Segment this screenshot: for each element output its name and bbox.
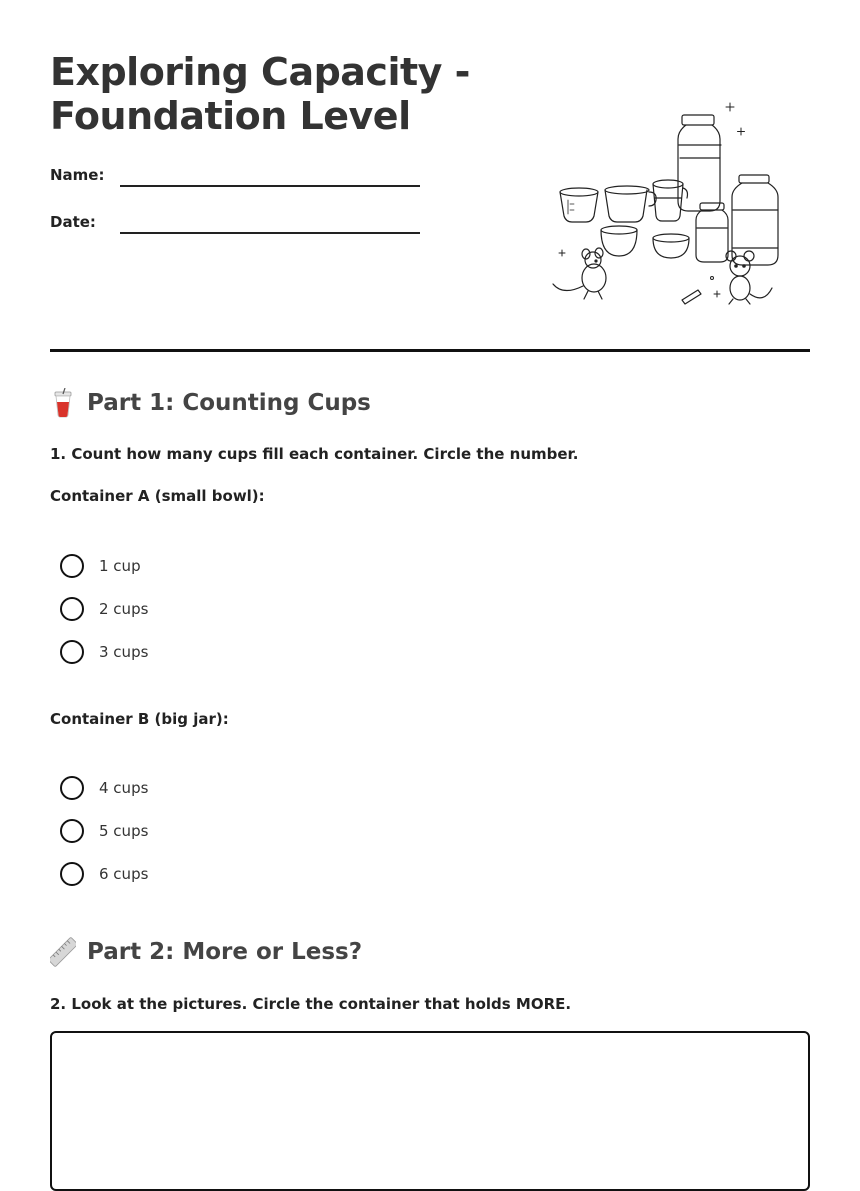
mouse-icon xyxy=(726,251,772,304)
sparkle-icon xyxy=(559,103,745,297)
part-2-title: Part 2: More or Less? xyxy=(87,939,363,965)
answer-circle[interactable] xyxy=(60,862,84,886)
date-field[interactable] xyxy=(50,213,420,243)
option-4-cups[interactable] xyxy=(60,776,148,800)
option-label: 5 cups xyxy=(99,822,149,840)
tube-icon xyxy=(682,290,701,304)
answer-circle[interactable] xyxy=(60,597,84,621)
name-line[interactable] xyxy=(120,185,420,187)
measuring-cup-icon xyxy=(605,186,656,222)
ruler-icon xyxy=(50,937,76,967)
question-2: 2. Look at the pictures. Circle the container that holds MORE. xyxy=(50,995,572,1013)
answer-circle[interactable] xyxy=(60,819,84,843)
date-line[interactable] xyxy=(120,232,420,234)
answer-circle[interactable] xyxy=(60,776,84,800)
name-field[interactable] xyxy=(50,166,420,196)
header-divider xyxy=(50,349,810,352)
tall-jar-icon xyxy=(678,115,721,211)
question-1: 1. Count how many cups fill each container. Circle the number. xyxy=(50,445,579,463)
part-2-heading xyxy=(50,937,362,967)
picture-answer-box[interactable] xyxy=(50,1031,810,1191)
big-jar-icon xyxy=(732,175,778,265)
title-line-1: Exploring Capacity - xyxy=(50,50,470,94)
option-label: 3 cups xyxy=(99,643,149,661)
measuring-cup-icon xyxy=(560,188,598,222)
container-b-label: Container B (big jar): xyxy=(50,710,229,728)
option-label: 1 cup xyxy=(99,557,141,575)
option-label: 6 cups xyxy=(99,865,149,883)
answer-circle[interactable] xyxy=(60,554,84,578)
small-jar-icon xyxy=(696,203,728,262)
option-label: 4 cups xyxy=(99,779,149,797)
bowl-icon xyxy=(601,226,637,256)
title-line-2: Foundation Level xyxy=(50,94,411,138)
option-3-cups[interactable] xyxy=(60,640,148,664)
name-label: Name: xyxy=(50,166,105,184)
cup-icon xyxy=(50,388,76,418)
part-1-title: Part 1: Counting Cups xyxy=(87,390,371,416)
part-1-heading xyxy=(50,388,371,418)
option-2-cups[interactable] xyxy=(60,597,148,621)
mouse-icon xyxy=(553,248,606,299)
containers-illustration xyxy=(540,100,780,312)
glass-icon xyxy=(653,180,688,221)
date-label: Date: xyxy=(50,213,96,231)
answer-circle[interactable] xyxy=(60,640,84,664)
option-6-cups[interactable] xyxy=(60,862,148,886)
option-1-cup[interactable] xyxy=(60,554,141,578)
page-title xyxy=(50,50,490,138)
container-a-label: Container A (small bowl): xyxy=(50,487,265,505)
option-5-cups[interactable] xyxy=(60,819,148,843)
bowl-icon xyxy=(653,234,689,258)
option-label: 2 cups xyxy=(99,600,149,618)
